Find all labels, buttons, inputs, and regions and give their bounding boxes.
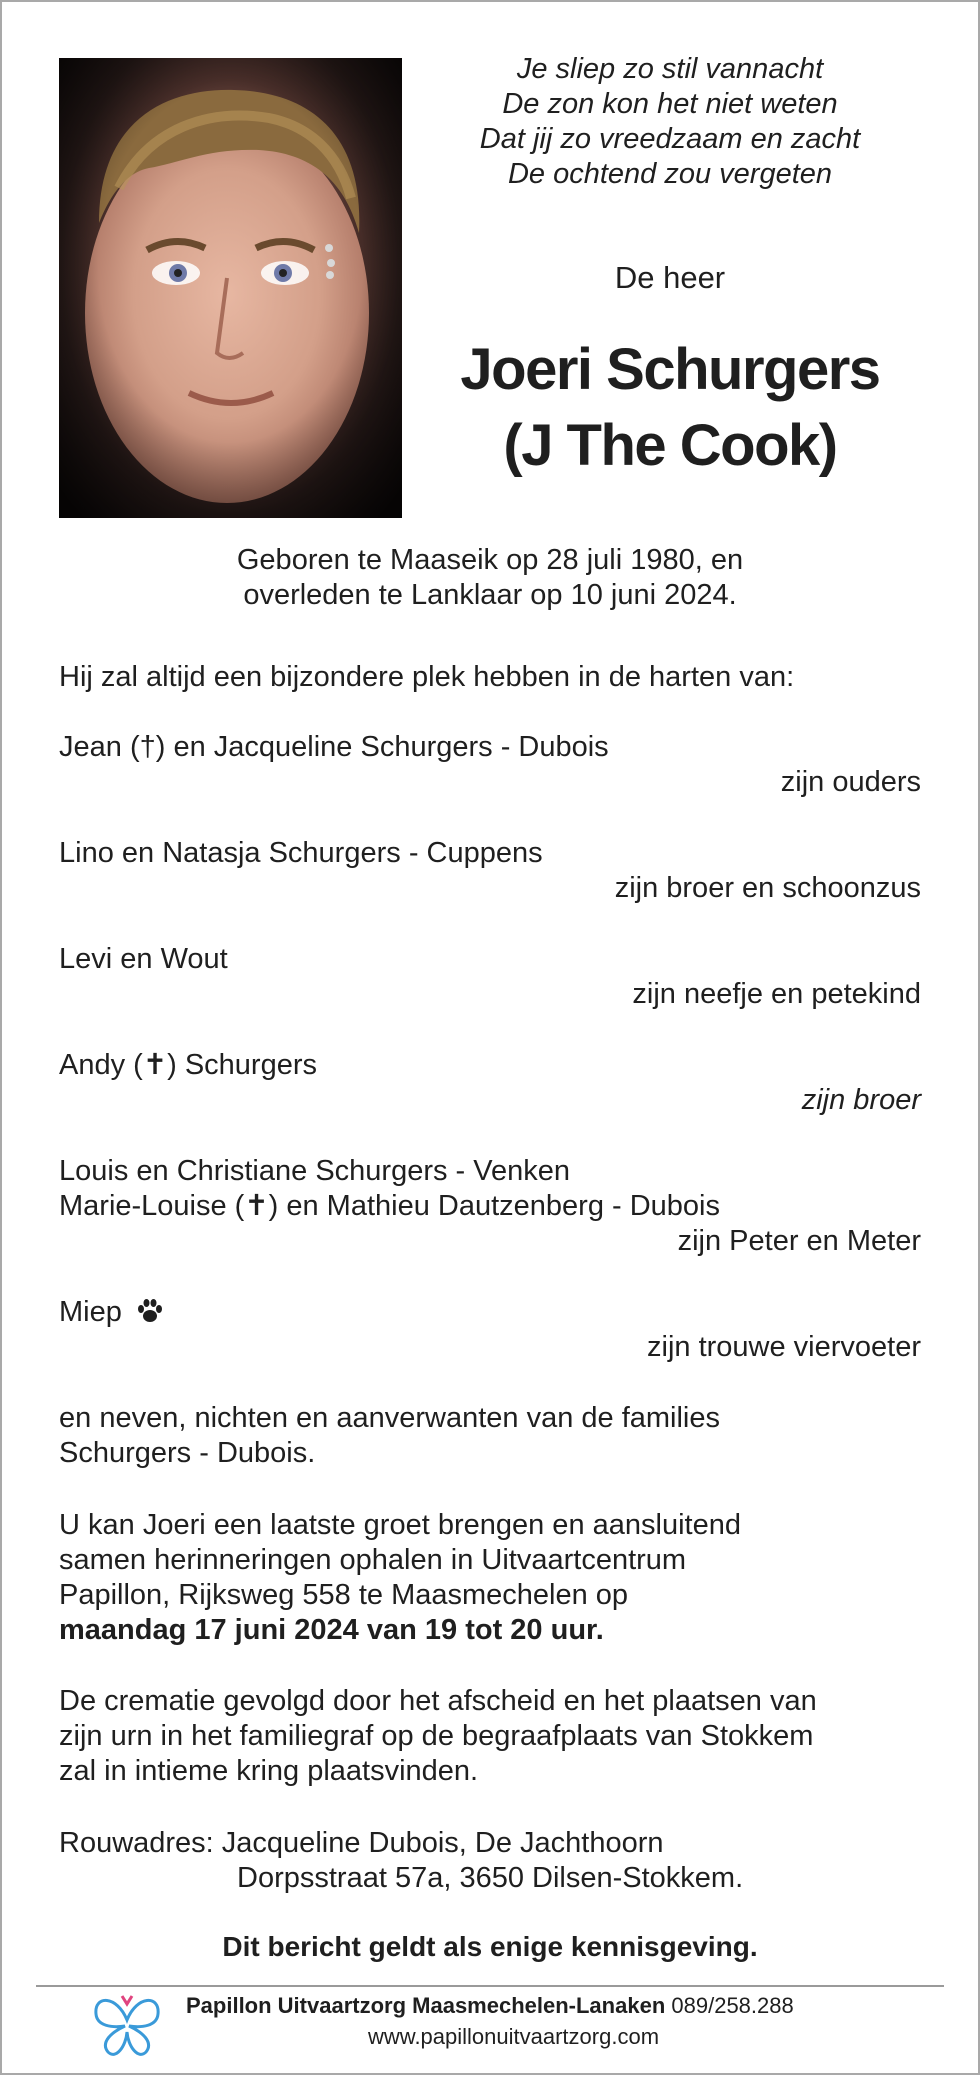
cremation-info xyxy=(59,1684,817,1789)
poem-line: De zon kon het niet weten xyxy=(502,88,838,120)
footer-divider xyxy=(36,1985,944,1987)
family-name-parents: Jean (†) en Jacqueline Schurgers - Dubois xyxy=(59,731,609,763)
birth-line: Geboren te Maaseik op 28 juli 1980, en xyxy=(236,544,744,576)
families-line: en neven, nichten en aanverwanten van de families xyxy=(59,1402,720,1434)
family-name-nephews: Levi en Wout xyxy=(59,943,228,975)
nickname-line: (J The Cook) xyxy=(503,413,837,478)
relation-parents: zijn ouders xyxy=(780,766,921,798)
visit-line: Papillon, Rijksweg 558 te Maasmechelen op xyxy=(59,1579,629,1611)
relation-andy: zijn broer xyxy=(801,1084,921,1116)
address-line: Rouwadres: Jacqueline Dubois, De Jachthoorn xyxy=(59,1827,664,1859)
visit-info xyxy=(59,1508,741,1648)
mourning-address xyxy=(59,1826,743,1896)
cremation-line: zal in intieme kring plaatsvinden. xyxy=(59,1755,479,1787)
cremation-line: De crematie gevolgd door het afscheid en het plaatsen van xyxy=(59,1685,817,1717)
birth-death-info xyxy=(59,543,921,613)
poem xyxy=(430,52,910,192)
cremation-line: zijn urn in het familiegraf op de begraafplaats van Stokkem xyxy=(59,1720,814,1752)
company-website[interactable]: www.papillonuitvaartzorg.com xyxy=(368,2024,660,2049)
family-name-andy: Andy (✝) Schurgers xyxy=(59,1049,317,1081)
poem-line: Je sliep zo stil vannacht xyxy=(516,53,824,85)
honorific: De heer xyxy=(614,260,726,295)
address-line: Dorpsstraat 57a, 3650 Dilsen-Stokkem. xyxy=(237,1862,744,1894)
visit-date: maandag 17 juni 2024 van 19 tot 20 uur. xyxy=(59,1614,604,1646)
company-name: Papillon Uitvaartzorg Maasmechelen-Lanaken xyxy=(186,1993,666,2018)
families-line: Schurgers - Dubois. xyxy=(59,1437,316,1469)
notice: Dit bericht geldt als enige kennisgeving. xyxy=(222,1931,758,1962)
name-line: Joeri Schurgers xyxy=(460,337,880,402)
visit-line: U kan Joeri een laatste groet brengen en aansluitend xyxy=(59,1509,741,1541)
death-line: overleden te Lanklaar op 10 juni 2024. xyxy=(243,579,737,611)
intro-text: Hij zal altijd een bijzondere plek hebben in de harten van: xyxy=(59,661,795,693)
portrait-illustration xyxy=(59,58,402,518)
pet-name: Miep xyxy=(59,1296,122,1328)
portrait-photo xyxy=(59,58,402,518)
relation-godparents: zijn Peter en Meter xyxy=(677,1225,921,1257)
butterfly-logo-icon xyxy=(92,1990,162,2065)
families-text xyxy=(59,1401,720,1471)
family-name-godparents-2: Marie-Louise (✝) en Mathieu Dautzenberg - Dubois xyxy=(59,1190,720,1222)
relation-nephews: zijn neefje en petekind xyxy=(632,978,921,1010)
company-phone: 089/258.288 xyxy=(671,1993,794,2018)
poem-line: Dat jij zo vreedzaam en zacht xyxy=(479,123,861,155)
relation-brother: zijn broer en schoonzus xyxy=(614,872,921,904)
paw-icon xyxy=(136,1298,164,1333)
family-pet xyxy=(59,1295,164,1333)
visit-line: samen herinneringen ophalen in Uitvaartcentrum xyxy=(59,1544,687,1576)
family-name-brother: Lino en Natasja Schurgers - Cuppens xyxy=(59,837,543,869)
poem-line: De ochtend zou vergeten xyxy=(507,158,833,190)
relation-pet: zijn trouwe viervoeter xyxy=(647,1331,921,1363)
family-name-godparents-1: Louis en Christiane Schurgers - Venken xyxy=(59,1155,571,1187)
footer-company-line xyxy=(186,1993,794,2019)
deceased-name xyxy=(430,332,910,484)
